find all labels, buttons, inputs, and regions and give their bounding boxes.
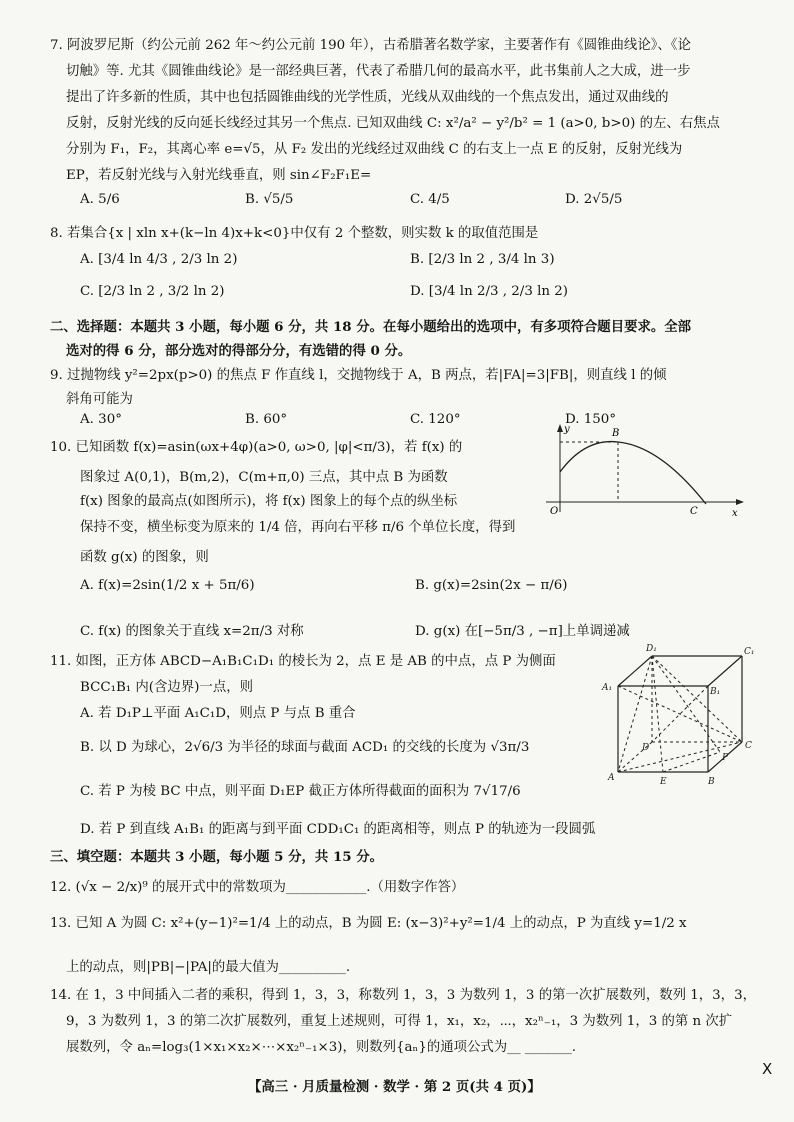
q10-label-c: C — [690, 506, 698, 517]
q9-option-d: D. 150° — [565, 412, 617, 427]
q7-options — [0, 192, 794, 222]
q10-label-y: y — [564, 424, 570, 435]
q8-option-d: D. [3/4 ln 2/3 , 2/3 ln 2) — [410, 284, 569, 299]
q9-option-b: B. 60° — [245, 412, 288, 427]
q7-line-4: 反射，反射光线的反向延长线经过其另一个焦点. 已知双曲线 C: x²/a² − y²/b² = 1 (a>0, b>0) 的左、右焦点 — [66, 116, 720, 131]
cube-line-d1e — [652, 656, 663, 772]
q14-line-3: 展数列，令 aₙ=log₃(1×x₁×x₂×⋯×x₂ⁿ₋₁×3)，则数列{aₙ}的通项公式为__ _______. — [66, 1040, 576, 1055]
q10-line-2: 图象过 A(0,1)，B(m,2)，C(m+π,0) 三点，其中点 B 为函数 — [80, 470, 448, 485]
q10-label-x: x — [732, 508, 738, 519]
q8-option-a: A. [3/4 ln 4/3 , 2/3 ln 2) — [80, 252, 238, 267]
cube-label-p: P — [722, 753, 729, 763]
q7-option-d: D. 2√5/5 — [565, 192, 623, 207]
q7-line-5: 分别为 F₁，F₂，其离心率 e=√5，从 F₂ 发出的光线经过双曲线 C 的右支上一点 E 的反射，反射光线为 — [66, 142, 683, 157]
q10-label-b: B — [612, 428, 620, 439]
q10-line-1: 10. 已知函数 f(x)=asin(ωx+4φ)(a>0, ω>0, |φ|<π/3)，若 f(x) 的 — [50, 440, 463, 455]
cube-diag-d1a — [618, 656, 652, 772]
cube-edge-d1a1 — [618, 656, 652, 686]
cube-label-b: B — [708, 777, 715, 787]
q7-option-c: C. 4/5 — [410, 192, 450, 207]
q13-line-1: 13. 已知 A 为圆 C: x²+(y−1)²=1/4 上的动点，B 为圆 E: (x−3)²+y²=1/4 上的动点，P 为直线 y=1/2 x — [50, 916, 687, 931]
q11-option-d: D. 若 P 到直线 A₁B₁ 的距离与到平面 CDD₁C₁ 的距离相等，则点 P 的轨迹为一段圆弧 — [80, 822, 596, 837]
q11-option-b: B. 以 D 为球心，2√6/3 为半径的球面与截面 ACD₁ 的交线的长度为 √3π/3 — [80, 740, 530, 755]
q9-line-1: 9. 过抛物线 y²=2px(p>0) 的焦点 F 作直线 l，交抛物线于 A，B 两点，若|FA|=3|FB|，则直线 l 的倾 — [50, 368, 667, 383]
q10-line-5: 函数 g(x) 的图象，则 — [80, 550, 209, 565]
q8-stem: 8. 若集合{x | xln x+(k−ln 4)x+k<0}中仅有 2 个整数，则实数 k 的取值范围是 — [50, 226, 539, 241]
q7-line-1: 7. 阿波罗尼斯（约公元前 262 年～约公元前 190 年），古希腊著名数学家，主要著作有《圆锥曲线论》、《论 — [50, 38, 691, 53]
q10-y-axis-arrow — [557, 424, 563, 432]
section2-heading-1: 二、选择题：本题共 3 小题，每小题 6 分，共 18 分。在每小题给出的选项中，有多项符合题目要求。全部 — [50, 319, 692, 335]
q12-line: 12. (√x − 2/x)⁹ 的展开式中的常数项为____________.（用数字作答） — [50, 880, 465, 895]
q11-option-a: A. 若 D₁P⊥平面 A₁C₁D，则点 P 与点 B 重合 — [80, 706, 356, 721]
q8-option-c: C. [2/3 ln 2 , 3/2 ln 2) — [80, 284, 225, 299]
cube-line-d1p — [652, 656, 720, 752]
section2-heading-2: 选对的得 6 分，部分选对的得部分分，有选错的得 0 分。 — [66, 343, 412, 359]
q10-label-o: O — [550, 506, 559, 517]
q10-function-graph — [540, 420, 750, 520]
q7-line-6: EP，若反射光线与入射光线垂直，则 sin∠F₂F₁E= — [66, 168, 372, 183]
cube-line-a1c — [618, 686, 742, 742]
q7-line-3: 提出了许多新的性质，其中也包括圆锥曲线的光学性质，光线从双曲线的一个焦点发出，通过双曲线的 — [66, 90, 669, 105]
cube-label-d: D — [642, 743, 650, 753]
q11-line-2: BCC₁B₁ 内(含边界)一点，则 — [80, 680, 253, 695]
q7-option-a: A. 5/6 — [80, 192, 120, 207]
q10-line-3: f(x) 图象的最高点(如图所示)，将 f(x) 图象上的每个点的纵坐标 — [80, 494, 458, 509]
q10-option-c: C. f(x) 的图象关于直线 x=2π/3 对称 — [80, 624, 304, 639]
q9-option-c: C. 120° — [410, 412, 461, 427]
cube-label-c1: C₁ — [744, 647, 755, 657]
q10-option-a: A. f(x)=2sin(1/2 x + 5π/6) — [80, 578, 255, 593]
q10-options-row-1 — [0, 578, 794, 608]
page-footer: 【高三 · 月质量检测 · 数学 · 第 2 页(共 4 页)】 — [248, 1079, 541, 1095]
q9-option-a: A. 30° — [80, 412, 122, 427]
q11-cube-figure — [600, 640, 760, 790]
section3-heading: 三、填空题：本题共 3 小题，每小题 5 分，共 15 分。 — [50, 849, 384, 865]
q10-line-4: 保持不变，横坐标变为原来的 1/4 倍，再向右平移 π/6 个单位长度，得到 — [80, 520, 516, 535]
q11-line-1: 11. 如图，正方体 ABCD−A₁B₁C₁D₁ 的棱长为 2，点 E 是 AB 的中点，点 P 为侧面 — [50, 654, 556, 669]
cube-label-e: E — [660, 777, 667, 787]
cube-label-a: A — [608, 773, 615, 783]
q10-option-d: D. g(x) 在[−5π/3 , −π]上单调递减 — [415, 624, 630, 639]
q10-x-axis-arrow — [736, 499, 744, 505]
q7-option-b: B. √5/5 — [245, 192, 294, 207]
q8-option-b: B. [2/3 ln 2 , 3/4 ln 3) — [410, 252, 555, 267]
q14-line-2: 9，3 为数列 1，3 的第二次扩展数列，重复上述规则，可得 1，x₁，x₂，⋯，x₂ⁿ₋₁，3 为数列 1，3 的第 n 次扩 — [66, 1014, 733, 1029]
q8-options-row-2 — [0, 284, 794, 314]
cube-label-a1: A₁ — [602, 683, 613, 693]
q14-line-1: 14. 在 1，3 中间插入二者的乘积，得到 1，3，3，称数列 1，3，3 为数列 1，3 的第一次扩展数列，数列 1，3，3， — [50, 988, 756, 1003]
cube-edge-c1b1 — [708, 656, 742, 686]
q13-line-2: 上的动点，则|PB|−|PA|的最大值为__________. — [66, 960, 351, 975]
q9-line-2: 斜角可能为 — [66, 392, 133, 407]
footer-mark: X — [762, 1060, 773, 1078]
q7-line-2: 切触》等. 尤其《圆锥曲线论》是一部经典巨著，代表了希腊几何的最高水平，此书集前人之大成，进一步 — [66, 64, 691, 79]
q10-option-b: B. g(x)=2sin(2x − π/6) — [415, 578, 568, 593]
cube-label-c: C — [745, 741, 752, 751]
cube-label-d1: D₁ — [646, 644, 657, 654]
q8-options-row-1 — [0, 252, 794, 282]
cube-label-b1: B₁ — [710, 687, 721, 697]
q10-sine-curve — [560, 442, 706, 504]
q11-option-c: C. 若 P 为棱 BC 中点，则平面 D₁EP 截正方体所得截面的面积为 7√17/6 — [80, 784, 521, 799]
